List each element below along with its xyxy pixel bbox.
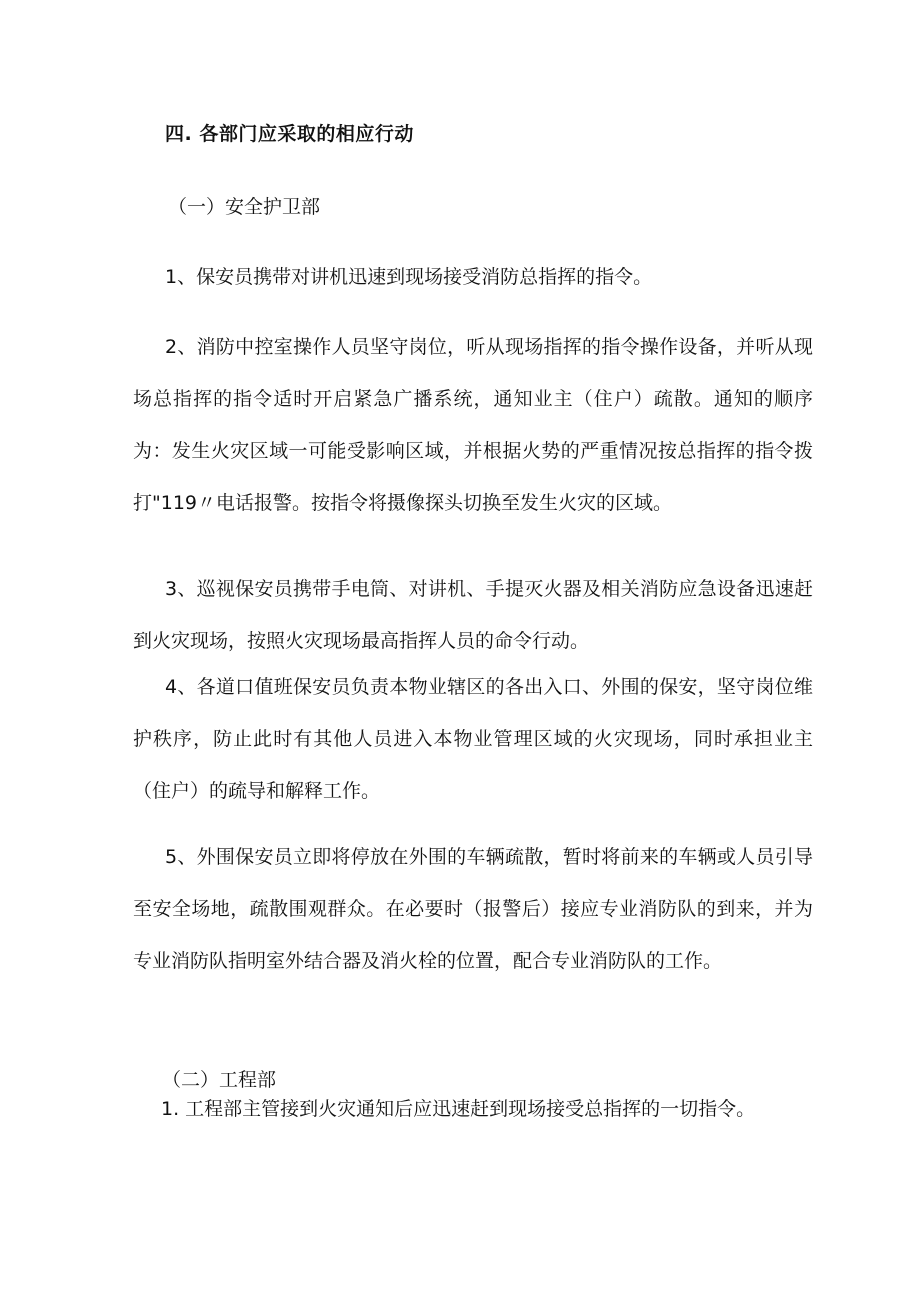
- security-item-1: 1、保安员携带对讲机迅速到现场接受消防总指挥的指令。: [165, 266, 653, 288]
- security-department-heading: （一）安全护卫部: [168, 196, 321, 218]
- security-item-3: 3、巡视保安员携带手电筒、对讲机、手提灭火器及相关消防应急设备迅速赶到火灾现场，按照火灾现场最高指挥人员的命令行动。: [133, 578, 813, 652]
- section-heading: 四. 各部门应采取的相应行动: [165, 123, 414, 145]
- security-item-2: 2、消防中控室操作人员坚守岗位，听从现场指挥的指令操作设备，并听从现场总指挥的指令适时开启紧急广播系统，通知业主（住户）疏散。通知的顺序为：发生火灾区域一可能受影响区域，并根据火势的严重情况按总指挥的指令拨打"119〃电话报警。按指令将摄像探头切换至发生火灾的区域。: [133, 336, 813, 514]
- security-item-4: 4、各道口值班保安员负责本物业辖区的各出入口、外围的保安，坚守岗位维护秩序，防止此时有其他人员进入本物业管理区域的火灾现场，同时承担业主（住户）的疏导和解释工作。: [133, 676, 813, 802]
- engineering-department-heading: （二）工程部: [162, 1069, 277, 1091]
- security-item-5: 5、外围保安员立即将停放在外围的车辆疏散，暂时将前来的车辆或人员引导至安全场地，疏散围观群众。在必要时（报警后）接应专业消防队的到来，并为专业消防队指明室外结合器及消火栓的位置，配合专业消防队的工作。: [133, 846, 813, 972]
- engineering-item-1: 1. 工程部主管接到火灾通知后应迅速赶到现场接受总指挥的一切指令。: [161, 1098, 756, 1120]
